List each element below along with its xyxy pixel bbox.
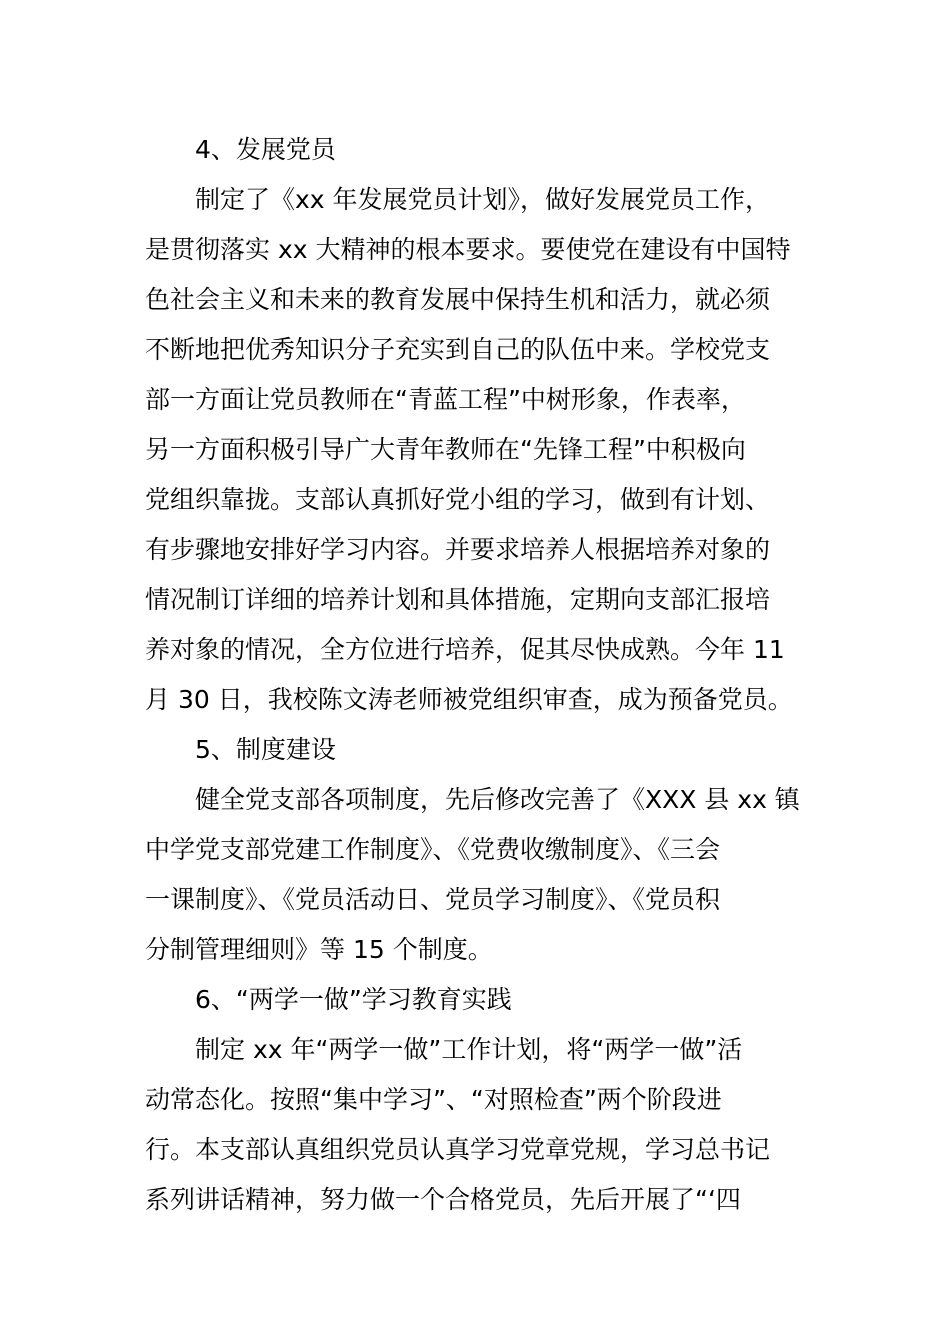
paragraph-line: 一课制度》、《党员活动日、党员学习制度》、《党员积	[145, 885, 721, 914]
paragraph-line: 动常态化。按照“集中学习”、“对照检查”两个阶段进	[145, 1085, 722, 1114]
paragraph-line: 另一方面积极引导广大青年教师在“先锋工程”中积极向	[145, 435, 746, 464]
paragraph-line: 情况制订详细的培养计划和具体措施，定期向支部汇报培	[145, 585, 771, 614]
section-heading-4: 4、发展党员	[195, 135, 336, 164]
paragraph-line: 中学党支部党建工作制度》、《党费收缴制度》、《三会	[145, 835, 721, 864]
paragraph-line: 党组织靠拢。支部认真抓好党小组的学习，做到有计划、	[145, 485, 771, 514]
paragraph-line: 月 30 日，我校陈文涛老师被党组织审查，成为预备党员。	[145, 685, 793, 714]
paragraph-line: 制定 xx 年“两学一做”工作计划，将“两学一做”活	[195, 1035, 743, 1064]
paragraph-line: 是贯彻落实 xx 大精神的根本要求。要使党在建设有中国特	[145, 235, 791, 264]
paragraph-line: 不断地把优秀知识分子充实到自己的队伍中来。学校党支	[145, 335, 771, 364]
section-heading-5: 5、制度建设	[195, 735, 336, 764]
paragraph-line: 色社会主义和未来的教育发展中保持生机和活力，就必须	[145, 285, 771, 314]
paragraph-line: 有步骤地安排好学习内容。并要求培养人根据培养对象的	[145, 535, 771, 564]
paragraph-line: 系列讲话精神，努力做一个合格党员，先后开展了“‘四	[145, 1185, 741, 1214]
section-heading-6: 6、“两学一做”学习教育实践	[195, 985, 512, 1014]
paragraph-line: 健全党支部各项制度，先后修改完善了《XXX 县 xx 镇	[195, 785, 800, 814]
paragraph-line: 行。本支部认真组织党员认真学习党章党规，学习总书记	[145, 1135, 771, 1164]
paragraph-line: 养对象的情况，全方位进行培养，促其尽快成熟。今年 11	[145, 635, 785, 664]
paragraph-line: 分制管理细则》等 15 个制度。	[145, 935, 493, 964]
paragraph-line: 部一方面让党员教师在“青蓝工程”中树形象，作表率，	[145, 385, 746, 414]
paragraph-line: 制定了《xx 年发展党员计划》，做好发展党员工作，	[195, 185, 771, 214]
